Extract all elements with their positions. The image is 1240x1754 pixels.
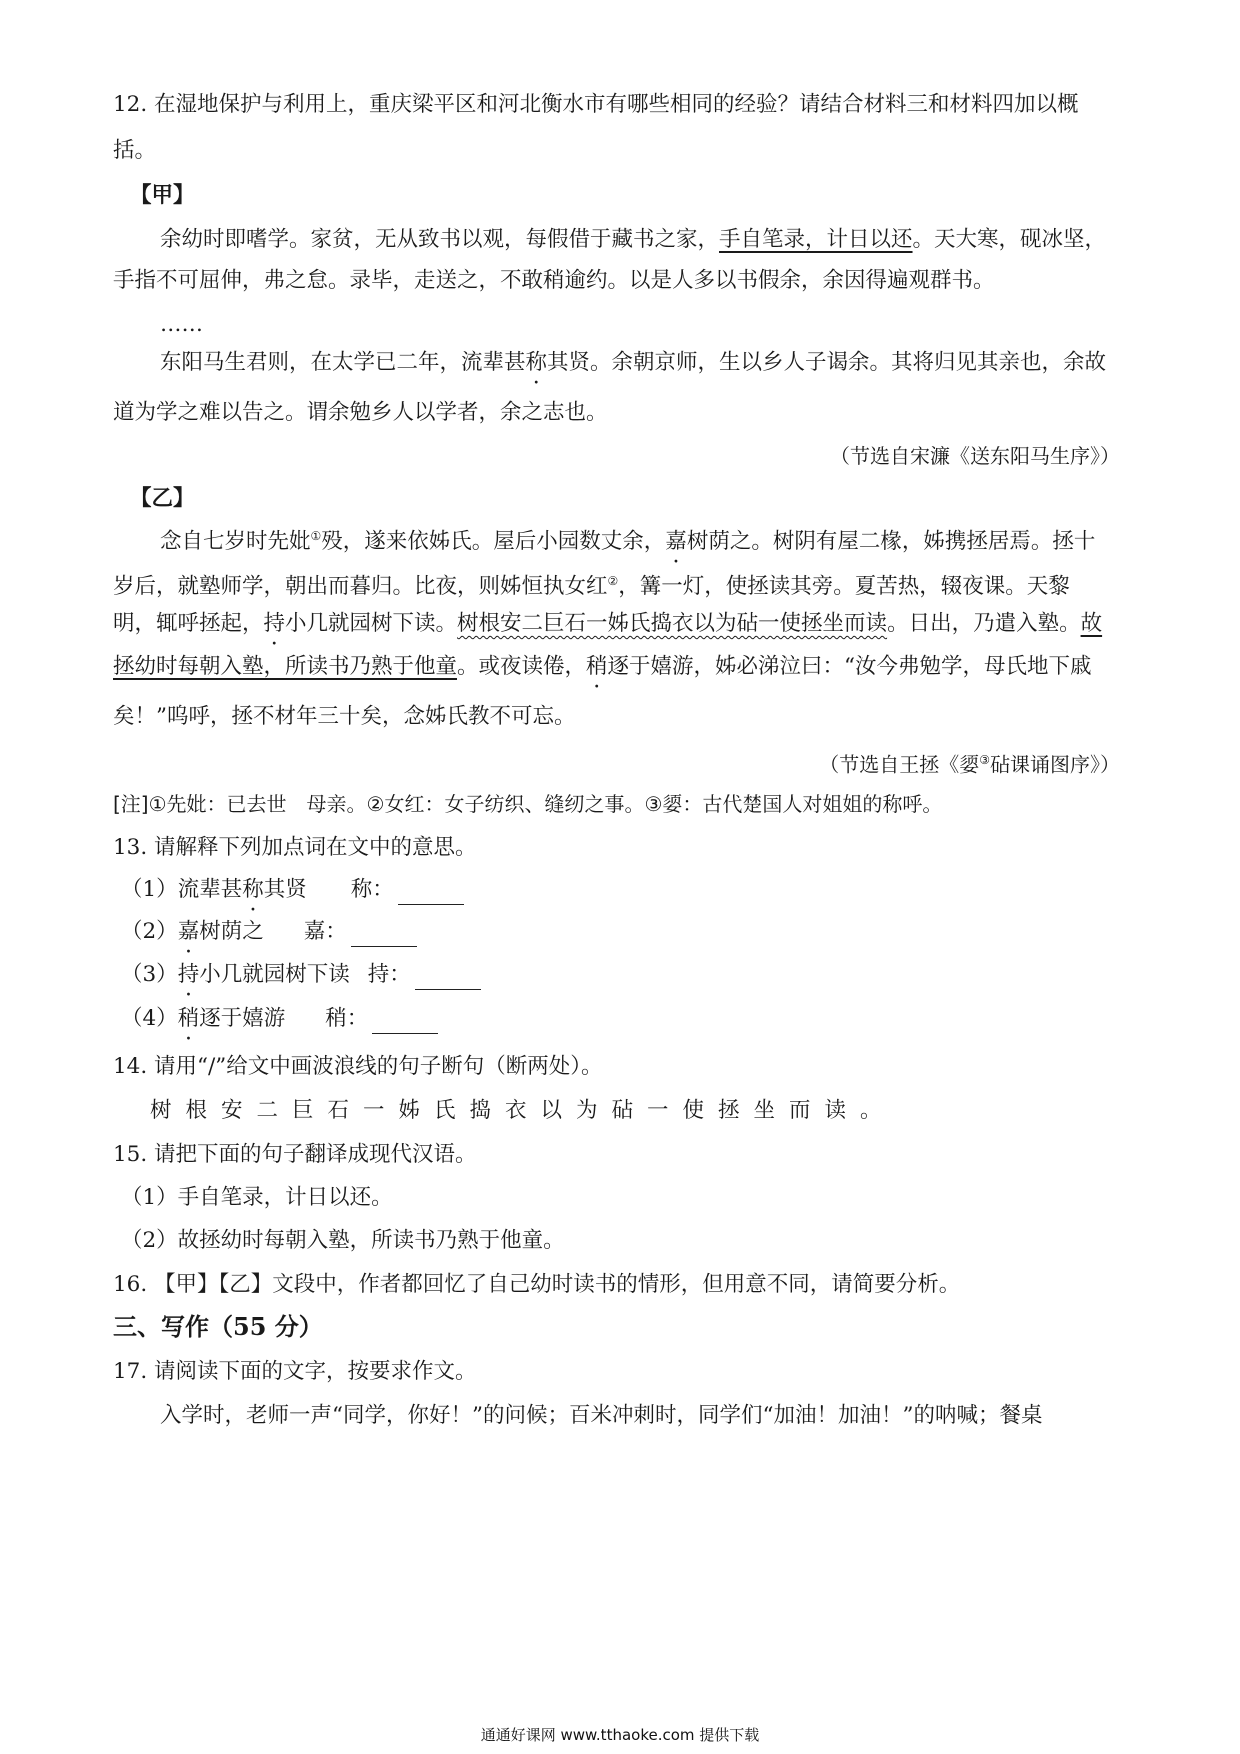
passage-jia-label: 【甲】 xyxy=(130,183,195,208)
passage-jia-source: （节选自宋濂《送东阳马生序》） xyxy=(830,444,1120,468)
answer-key-label: 嘉： xyxy=(303,919,347,944)
question-13-item-3 xyxy=(121,960,481,990)
question-12-line1: 12. 在湿地保护与利用上，重庆梁平区和河北衡水市有哪些相同的经验？请结合材料三和材料四加以概 xyxy=(113,92,1079,117)
question-17-stem: 17. 请阅读下面的文字，按要求作文。 xyxy=(113,1359,477,1384)
question-15-item-1: （1）手自笔录，计日以还。 xyxy=(121,1185,393,1210)
question-17-text: 入学时，老师一声“同学，你好！”的问候；百米冲刺时，同学们“加油！加油！”的呐喊；餐桌 xyxy=(160,1403,1043,1428)
passage-jia-line1 xyxy=(160,225,1106,255)
passage-jia-line4: 道为学之难以告之。谓余勉乡人以学者，余之志也。 xyxy=(113,400,608,425)
answer-blank[interactable] xyxy=(372,1011,438,1034)
item-number: （2） xyxy=(121,919,178,944)
question-13-item-4 xyxy=(121,1004,438,1034)
passage-yi-source xyxy=(819,745,1120,780)
text-span: 其贤。余朝京师，生以乡人子谒余。其将归见其亲也，余故 xyxy=(547,350,1107,375)
underlined-phrase: 故 xyxy=(1080,611,1103,636)
question-12-line2: 括。 xyxy=(113,138,157,163)
item-number: （4） xyxy=(121,1006,178,1031)
answer-key-label: 持： xyxy=(367,962,411,987)
text-span: 念自七岁时先妣 xyxy=(160,529,311,555)
wavy-underlined-sentence: 树根安二巨石一姊氏捣衣以为砧一使拯坐而读 xyxy=(457,611,888,636)
annotation-note: [注]①先妣：已去世 母亲。②女红：女子纺织、缝纫之事。③媭：古代楚国人对姐姐的称呼。 xyxy=(113,792,943,816)
question-16: 16. 【甲】【乙】文段中，作者都回忆了自己幼时读书的情形，但用意不同，请简要分析。 xyxy=(113,1272,961,1297)
question-13-item-1 xyxy=(121,875,464,905)
question-14-sentence: 树根安二巨石一姊氏捣衣以为砧一使拯坐而读。 xyxy=(150,1098,896,1123)
text-span: 逐于嬉游 xyxy=(199,1006,286,1031)
text-span: 。日出，乃遣入塾。 xyxy=(887,611,1081,636)
passage-jia-line3 xyxy=(160,348,1106,378)
dotted-word: 稍 xyxy=(586,654,608,679)
text-span: 余幼时即嗜学。家贫，无从致书以观，每假借于藏书之家， xyxy=(160,227,720,252)
text-span: 树荫之 xyxy=(199,919,264,944)
answer-blank[interactable] xyxy=(351,924,417,947)
dotted-word: 称 xyxy=(525,350,548,375)
question-15-stem: 15. 请把下面的句子翻译成现代汉语。 xyxy=(113,1142,477,1167)
question-15-item-2: （2）故拯幼时每朝入塾，所读书乃熟于他童。 xyxy=(121,1228,565,1253)
text-span: 殁，遂来依姊氏。屋后小园数丈余， xyxy=(321,529,666,555)
text-span: 。天大寒，砚冰坚， xyxy=(912,227,1107,252)
passage-jia-line2: 手指不可屈伸，弗之怠。录毕，走送之，不敢稍逾约。以是人多以书假余，余因得遍观群书。 xyxy=(113,268,995,293)
text-span: 砧课诵图序》） xyxy=(990,752,1120,777)
answer-blank[interactable] xyxy=(415,967,481,990)
text-span: （节选自王拯《媭 xyxy=(819,752,980,777)
question-13-stem: 13. 请解释下列加点词在文中的意思。 xyxy=(113,835,477,860)
item-number: （3） xyxy=(121,962,178,987)
footnote-marker: ③ xyxy=(979,753,990,767)
footnote-marker: ② xyxy=(607,574,619,588)
text-span: ，篝一灯，使拯读其旁。夏苦热，辍夜课。天黎 xyxy=(618,574,1070,600)
answer-key-label: 称： xyxy=(350,877,394,902)
page-footer: 通通好课网 www.tthaoke.com 提供下载 xyxy=(480,1726,760,1744)
text-span: 流辈甚 xyxy=(177,877,243,902)
dotted-word: 持 xyxy=(263,611,286,636)
text-span: 逐于嬉游，姊必涕泣曰：“汝今弗勉学，母氏地下戚 xyxy=(607,654,1092,679)
footnote-marker: ① xyxy=(310,529,322,543)
passage-yi-line4 xyxy=(113,652,1092,682)
passage-yi-line2 xyxy=(113,566,1070,602)
text-span: 小几就园树下读 xyxy=(199,962,350,987)
dotted-word: 嘉 xyxy=(177,919,200,944)
dotted-word: 持 xyxy=(177,962,200,987)
text-span: 东阳马生君则，在太学已二年，流辈甚 xyxy=(160,350,526,375)
underlined-phrase: 手自笔录，计日以还 xyxy=(719,227,913,252)
underlined-phrase: 拯幼时每朝入塾，所读书乃熟于他童 xyxy=(113,654,458,679)
passage-yi-line3 xyxy=(113,609,1102,639)
text-span: 树荫之。树阴有屋二椽，姊携拯居焉。拯十 xyxy=(686,529,1096,555)
answer-blank[interactable] xyxy=(398,882,464,905)
passage-yi-label: 【乙】 xyxy=(130,486,195,511)
dotted-word: 称 xyxy=(242,877,264,902)
dotted-word: 嘉 xyxy=(665,529,687,555)
section-heading-writing: 三、写作（55 分） xyxy=(113,1312,323,1341)
text-span: 。或夜读倦， xyxy=(457,654,587,679)
text-span: 岁后，就塾师学，朝出而暮归。比夜，则姊恒执女红 xyxy=(113,574,608,600)
question-14-stem: 14. 请用“/”给文中画波浪线的句子断句（断两处）。 xyxy=(113,1054,603,1079)
passage-yi-line5: 矣！”呜呼，拯不材年三十矣，念姊氏教不可忘。 xyxy=(113,704,576,729)
text-span: 明，辄呼拯起， xyxy=(113,611,264,636)
dotted-word: 稍 xyxy=(177,1006,200,1031)
item-number: （1） xyxy=(121,877,178,902)
question-13-item-2 xyxy=(121,917,417,947)
text-span: 其贤 xyxy=(263,877,307,902)
text-span: 小几就园树下读。 xyxy=(285,611,458,636)
passage-yi-line1 xyxy=(160,521,1095,557)
passage-jia-ellipsis: …… xyxy=(160,312,203,337)
answer-key-label: 稍： xyxy=(325,1006,369,1031)
